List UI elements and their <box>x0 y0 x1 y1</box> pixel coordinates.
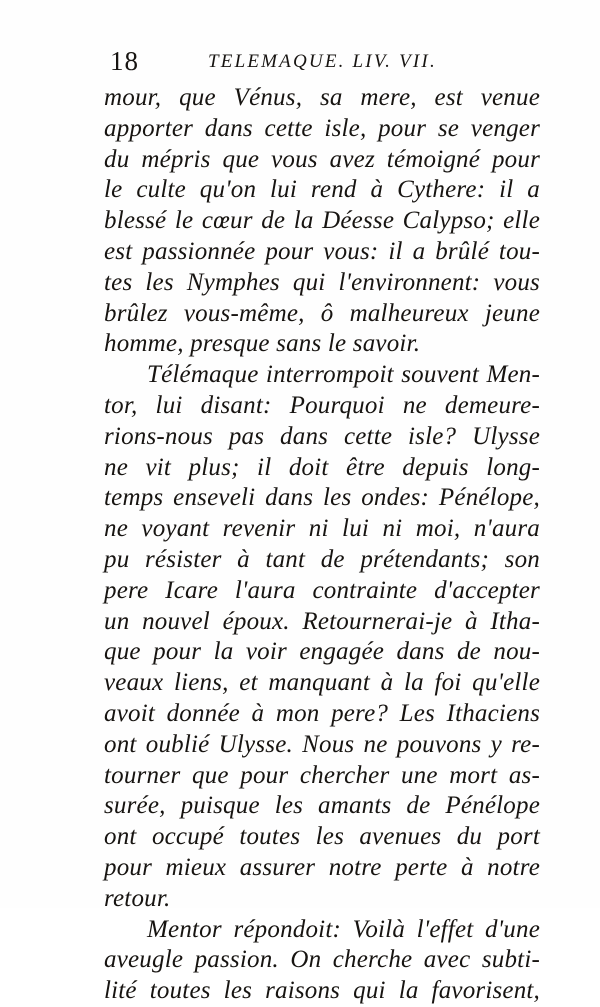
running-head: TELEMAQUE. LIV. VII. <box>208 51 437 72</box>
text-line: surée, puisque les amants de Pénélope <box>104 792 540 820</box>
text-line: pour mieux assurer notre perte à notre <box>104 853 540 881</box>
paragraph-start-line: Mentor répondoit: Voilà l'effet d'une <box>147 915 540 943</box>
text-line: pere Icare l'aura contrainte d'accepter <box>104 576 540 604</box>
text-line: rions-nous pas dans cette isle? Ulysse <box>104 422 540 450</box>
text-line: apporter dans cette isle, pour se venger <box>104 114 540 142</box>
text-line: que pour la voir engagée dans de nou- <box>104 638 540 666</box>
page-number: 18 <box>110 46 139 76</box>
text-line: ont oublié Ulysse. Nous ne pouvons y re- <box>104 730 540 758</box>
paragraph-start-line: Télémaque interrompoit souvent Men- <box>147 361 540 389</box>
text-line: mour, que Vénus, sa mere, est venue <box>104 84 540 111</box>
text-line: retour. <box>104 884 171 912</box>
text-line: temps enseveli dans les ondes: Pénélope, <box>104 484 540 512</box>
text-line: du mépris que vous avez témoigné pour <box>104 145 540 173</box>
text-line: ont occupé toutes les avenues du port <box>104 823 540 851</box>
page-header <box>108 44 548 78</box>
text-line: brûlez vous-même, ô malheureux jeune <box>104 299 540 327</box>
text-line: tes les Nymphes qui l'environnent: vous <box>104 268 540 296</box>
text-line: blessé le cœur de la Déesse Calypso; elle <box>104 207 540 235</box>
text-line: est passionnée pour vous: il a brûlé tou- <box>104 237 540 265</box>
text-line: aveugle passion. On cherche avec subti- <box>104 946 540 974</box>
body-text <box>104 83 540 1007</box>
text-line: tor, lui disant: Pourquoi ne demeure- <box>104 391 540 419</box>
text-line: tourner que pour chercher une mort as- <box>104 761 540 789</box>
text-line: le culte qu'on lui rend à Cythere: il a <box>104 176 540 204</box>
text-line: avoit donnée à mon pere? Les Ithaciens <box>104 699 540 727</box>
text-line: ne voyant revenir ni lui ni moi, n'aura <box>104 515 540 543</box>
text-line: veaux liens, et manquant à la foi qu'elle <box>104 669 540 697</box>
text-line: homme, presque sans le savoir. <box>104 330 421 358</box>
text-line: pu résister à tant de prétendants; son <box>104 545 540 573</box>
text-line: lité toutes les raisons qui la favorisent, <box>104 977 540 1005</box>
text-line: un nouvel époux. Retournerai-je à Itha- <box>104 607 540 635</box>
text-line: ne vit plus; il doit être depuis long- <box>104 453 540 481</box>
